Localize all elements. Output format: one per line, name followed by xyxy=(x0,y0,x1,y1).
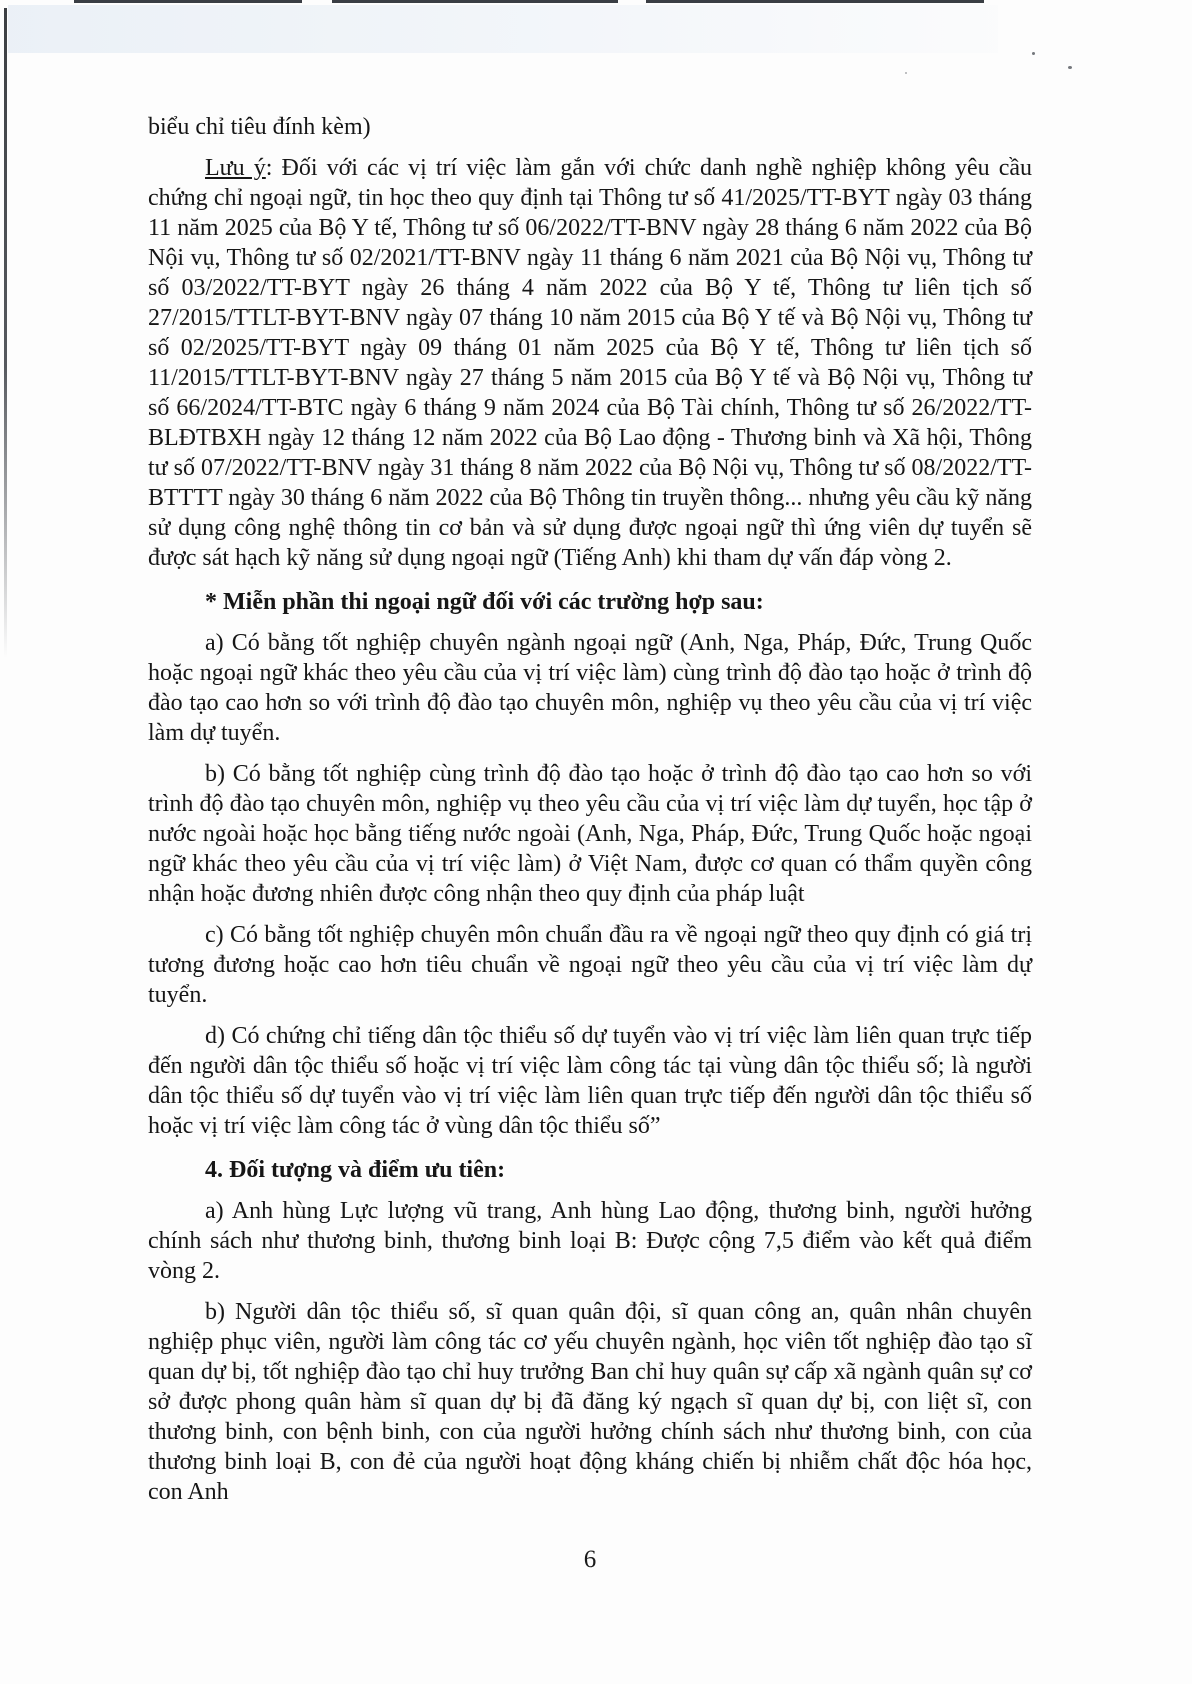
body-text xyxy=(148,112,1032,1507)
intro-line: biểu chỉ tiêu đính kèm) xyxy=(148,114,371,140)
page-number: 6 xyxy=(583,1546,597,1573)
note-text: : Đối với các vị trí việc làm gắn với chức danh nghề nghiệp không yêu cầu chứng chỉ ngoại ngữ, tin học theo quy định tại Thông tư số 41/2025/TT-BYT ngày 03 tháng 11 năm 2025 của Bộ Y tế, Thông tư số 06/2022/TT-BNV ngày 28 tháng 6 năm 2022 của Bộ Nội vụ, Thông tư số 02/2021/TT-BNV ngày 11 tháng 6 năm 2021 của Bộ Nội vụ, Thông tư số 03/2022/TT-BYT ngày 26 tháng 4 năm 2022 của Bộ Y tế, Thông tư liên tịch số 27/2015/TTLT-BYT-BNV ngày 07 tháng 10 năm 2015 của Bộ Y tế và Bộ Nội vụ, Thông tư số 02/2025/TT-BYT ngày 09 tháng 01 năm 2025 của Bộ Y tế, Thông tư liên tịch số 11/2015/TTLT-BYT-BNV ngày 27 tháng 5 năm 2015 của Bộ Y tế và Bộ Nội vụ, Thông tư số 66/2024/TT-BTC ngày 6 tháng 9 năm 2024 của Bộ Tài chính, Thông tư số 26/2022/TT-BLĐTBXH ngày 12 tháng 12 năm 2022 của Bộ Lao động - Thương binh và Xã hội, Thông tư số 07/2022/TT-BNV ngày 31 tháng 8 năm 2022 của Bộ Nội vụ, Thông tư số 08/2022/TT-BTTTT ngày 30 tháng 6 năm 2022 của Bộ Thông tin truyền thông... nhưng yêu cầu kỹ năng sử dụng công nghệ thông tin cơ bản và sử dụng được ngoại ngữ thì ứng viên dự tuyển sẽ được sát hạch kỹ năng sử dụng ngoại ngữ (Tiếng Anh) khi tham dự vấn đáp vòng 2. xyxy=(148,155,1032,571)
scan-edge-top xyxy=(74,0,302,3)
scan-speck xyxy=(1032,52,1035,55)
scan-speck xyxy=(905,72,907,74)
scan-tint-band xyxy=(8,5,998,53)
exemption-item-c: c) Có bằng tốt nghiệp chuyên môn chuẩn đầu ra về ngoại ngữ theo quy định có giá trị tương đương hoặc cao hơn tiêu chuẩn về ngoại ngữ theo yêu cầu của vị trí việc làm dự tuyển. xyxy=(148,922,1032,1008)
note-label: Lưu ý xyxy=(205,155,266,181)
exemption-item-b: b) Có bằng tốt nghiệp cùng trình độ đào tạo hoặc ở trình độ đào tạo cao hơn so với trình độ đào tạo chuyên môn, nghiệp vụ theo yêu cầu của vị trí việc làm dự tuyển, học tập ở nước ngoài hoặc học bằng tiếng nước ngoài (Anh, Nga, Pháp, Đức, Trung Quốc hoặc ngoại ngữ khác theo yêu cầu của vị trí việc làm) ở Việt Nam, được cơ quan có thẩm quyền công nhận hoặc đương nhiên được công nhận theo quy định của pháp luật xyxy=(148,761,1032,907)
scan-edge-left xyxy=(4,8,7,658)
scan-speck xyxy=(1068,66,1072,69)
scan-edge-top xyxy=(646,0,984,3)
exemption-item-d: d) Có chứng chỉ tiếng dân tộc thiểu số dự tuyển vào vị trí việc làm liên quan trực tiếp đến người dân tộc thiểu số hoặc vị trí việc làm công tác tại vùng dân tộc thiểu số; là người dân tộc thiểu số dự tuyển vào vị trí việc làm liên quan trực tiếp đến người dân tộc thiểu số hoặc vị trí việc làm công tác ở vùng dân tộc thiểu số” xyxy=(148,1023,1032,1139)
exemption-heading: * Miễn phần thi ngoại ngữ đối với các trường hợp sau: xyxy=(205,589,764,615)
priority-heading: 4. Đối tượng và điểm ưu tiên: xyxy=(205,1157,506,1183)
note-paragraph xyxy=(148,153,1032,573)
priority-item-b: b) Người dân tộc thiểu số, sĩ quan quân đội, sĩ quan công an, quân nhân chuyên nghiệp phục viên, người làm công tác cơ yếu chuyên ngành, học viên tốt nghiệp đào tạo sĩ quan dự bị, tốt nghiệp đào tạo chỉ huy trưởng Ban chỉ huy quân sự cấp xã ngành quân sự cơ sở được phong quân hàm sĩ quan dự bị đã đăng ký ngạch sĩ quan dự bị, con liệt sĩ, con thương binh, con bệnh binh, con của người hưởng chính sách như thương binh, con của thương binh loại B, con đẻ của người hoạt động kháng chiến bị nhiễm chất độc hóa học, con Anh xyxy=(148,1299,1032,1505)
priority-item-a: a) Anh hùng Lực lượng vũ trang, Anh hùng Lao động, thương binh, người hưởng chính sách như thương binh, thương binh loại B: Được cộng 7,5 điểm vào kết quả điểm vòng 2. xyxy=(148,1198,1032,1284)
exemption-item-a: a) Có bằng tốt nghiệp chuyên ngành ngoại ngữ (Anh, Nga, Pháp, Đức, Trung Quốc hoặc ngoại ngữ khác theo yêu cầu của vị trí việc làm) cùng trình độ đào tạo hoặc ở trình độ đào tạo cao hơn so với trình độ đào tạo chuyên môn, nghiệp vụ theo yêu cầu của vị trí việc làm dự tuyển. xyxy=(148,630,1032,746)
scan-edge-top xyxy=(332,0,618,3)
